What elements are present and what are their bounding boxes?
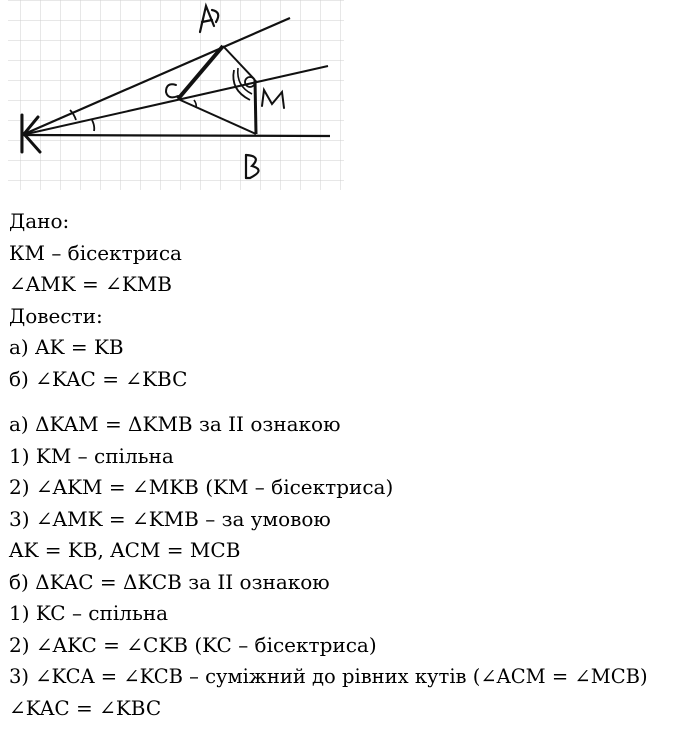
prove-heading: Довести: bbox=[9, 303, 103, 328]
geometry-figure bbox=[0, 0, 352, 192]
proof-line: 2) ∠AKC = ∠CKB (KC – бісектриса) bbox=[9, 632, 377, 657]
proof-line: 3) ∠KCA = ∠KCB – суміжний до рівних кутів (∠ACM = ∠MCB) bbox=[9, 665, 648, 688]
prove-line: б) ∠KAC = ∠KBC bbox=[9, 366, 188, 391]
proof-line: ∠KAC = ∠KBC bbox=[9, 695, 162, 720]
section-gap bbox=[9, 395, 699, 409]
proof-line: б) ΔKAC = ΔKCB за ІІ ознакою bbox=[9, 569, 330, 594]
solution-text bbox=[9, 206, 699, 724]
given-line: КМ – бісектриса bbox=[9, 240, 182, 265]
proof-line: 3) ∠AMK = ∠KMB – за умовою bbox=[9, 506, 331, 531]
segment-mb bbox=[255, 80, 256, 134]
proof-line: а) ΔKAM = ΔKMB за ІІ ознакою bbox=[9, 412, 341, 436]
grid-paper bbox=[8, 0, 344, 190]
proof-line: 1) KC – спільна bbox=[9, 601, 169, 625]
proof-line: AK = KB, ACM = MCB bbox=[9, 538, 241, 562]
given-line: ∠AMK = ∠KMB bbox=[9, 272, 172, 296]
prove-line: а) AK = KB bbox=[9, 335, 124, 359]
proof-line: 2) ∠AKM = ∠MKB (KM – бісектриса) bbox=[9, 475, 394, 499]
proof-line: 1) KM – спільна bbox=[9, 443, 174, 468]
given-heading: Дано: bbox=[9, 209, 70, 233]
ray-kb bbox=[22, 135, 330, 136]
